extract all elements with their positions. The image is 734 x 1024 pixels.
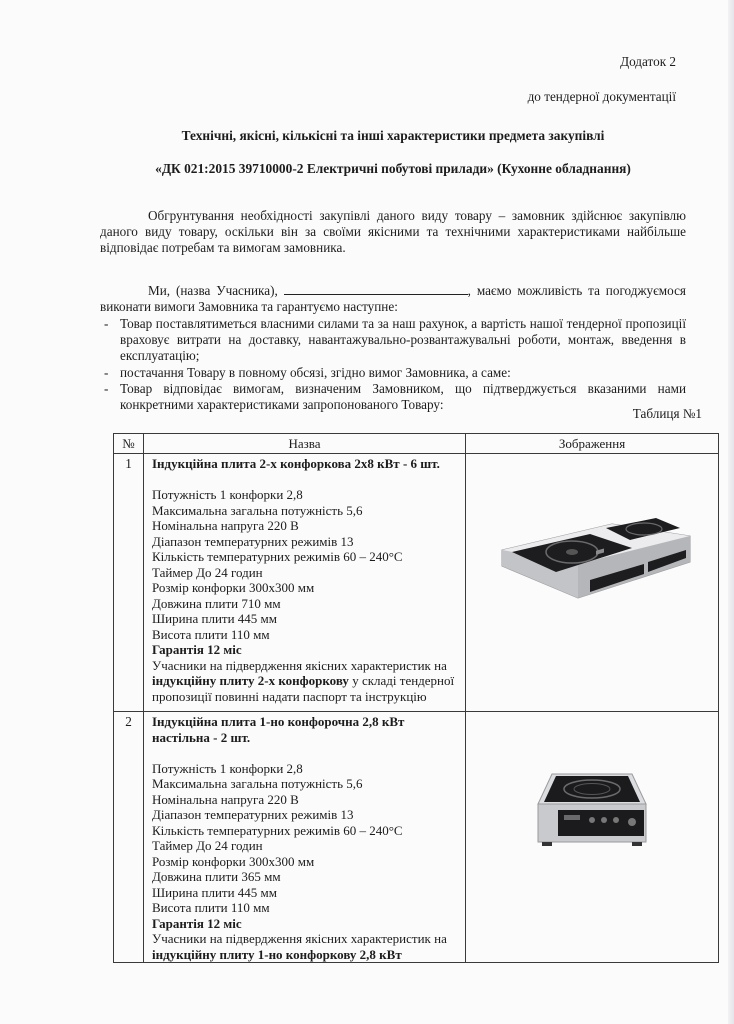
spec-line: Таймер До 24 годин — [152, 564, 263, 580]
spec-line: Висота плити 110 мм — [152, 900, 270, 915]
spec-line: Довжина плити 710 мм — [152, 595, 281, 611]
row-number: 2 — [114, 712, 144, 963]
declaration-prefix: Ми, (назва Учасника), — [148, 283, 278, 298]
spec-line: Номінальна напруга 220 В — [152, 518, 299, 533]
guarantee-list — [100, 316, 686, 413]
warranty-line: Гарантія 12 міс — [152, 642, 242, 657]
annex-subtitle: до тендерної документації — [527, 89, 676, 104]
table-row — [114, 712, 719, 963]
declaration-suffix: , маємо можливість та погоджуємося виконати вимоги Замовника та гарантуємо наступне: — [100, 283, 686, 315]
product-image-cell — [466, 712, 719, 963]
documentation-note: Учасники на підвердження якісних характеристик на індукційну плиту 1-но конфоркову 2,8 кВт — [152, 931, 447, 962]
product-title: Індукційна плита 2-х конфоркова 2х8 кВт - 6 шт. — [152, 456, 440, 471]
single-induction-cooktop-image — [528, 762, 658, 856]
spec-line: Діапазон температурних режимів 13 — [152, 533, 354, 549]
row-description — [144, 712, 466, 963]
header-name: Назва — [144, 434, 466, 454]
specifications-table — [113, 433, 719, 963]
spec-line: Висота плити 110 мм — [152, 626, 270, 642]
spec-line: Розмір конфорки 300х300 мм — [152, 580, 315, 595]
spec-line: Діапазон температурних режимів 13 — [152, 807, 354, 822]
spec-line: Потужність 1 конфорки 2,8 — [152, 487, 303, 502]
spec-line: Кількість температурних режимів 60 – 240°С — [152, 822, 403, 838]
spec-line: Таймер До 24 годин — [152, 838, 263, 853]
warranty-line: Гарантія 12 міс — [152, 915, 242, 931]
guarantee-item: - Товар відповідає вимогам, визначеним Замовником, що підтверджується вказаними нами конкретними характеристиками запропонованого Товару: — [104, 380, 686, 413]
spec-line: Довжина плити 365 мм — [152, 869, 281, 884]
page-edge — [728, 0, 734, 1024]
row-number: 1 — [114, 454, 144, 712]
header-image: Зображення — [466, 434, 719, 454]
spec-line: Максимальна загальна потужність 5,6 — [152, 502, 363, 518]
declaration-paragraph — [100, 283, 686, 315]
guarantee-item: - постачання Товару в повному обсязі, згідно вимог Замовника, а саме: — [104, 364, 511, 380]
header-number: № — [114, 434, 144, 454]
document-subtitle: «ДК 021:2015 39710000-2 Електричні побутові прилади» (Кухонне обладнання) — [155, 161, 631, 176]
table-row — [114, 454, 719, 712]
spec-line: Потужність 1 конфорки 2,8 — [152, 760, 303, 776]
documentation-note: Учасники на підвердження якісних характеристик на індукційну плиту 2-х конфоркову у складі тендерної пропозиції повинні надати паспорт та інструкцію — [152, 657, 455, 704]
table-caption: Таблиця №1 — [632, 406, 702, 421]
spec-line: Розмір конфорки 300х300 мм — [152, 853, 315, 869]
participant-name-blank[interactable] — [284, 284, 468, 295]
spec-line: Кількість температурних режимів 60 – 240°С — [152, 549, 403, 564]
table-header-row — [114, 434, 719, 454]
justification-paragraph: Обгрунтування необхідності закупівлі даного виду товару – замовник здійснює закупівлю даного виду товару, оскільки він за своїми якісними та технічними характеристиками найбільше відповідає потребам та вимогам замовника. — [100, 208, 686, 256]
product-image-cell — [466, 454, 719, 712]
spec-line: Номінальна напруга 220 В — [152, 791, 299, 807]
document-title: Технічні, якісні, кількісні та інші характеристики предмета закупівлі — [181, 128, 605, 143]
annex-label: Додаток 2 — [620, 54, 676, 69]
spec-line: Ширина плити 445 мм — [152, 611, 277, 626]
product-title: Індукційна плита 1-но конфорочна 2,8 кВт настільна - 2 шт. — [152, 714, 405, 745]
spec-line: Ширина плити 445 мм — [152, 884, 277, 900]
spec-line: Максимальна загальна потужність 5,6 — [152, 776, 363, 791]
row-description — [144, 454, 466, 712]
double-induction-cooktop-image — [494, 502, 694, 611]
guarantee-item: - Товар поставлятиметься власними силами та за наш рахунок, а вартість нашої тендерної пропозиції враховує витрати на доставку, навантажувально-розвантажувальні роботи, монтаж, введення в експлуатацію; — [104, 316, 686, 364]
